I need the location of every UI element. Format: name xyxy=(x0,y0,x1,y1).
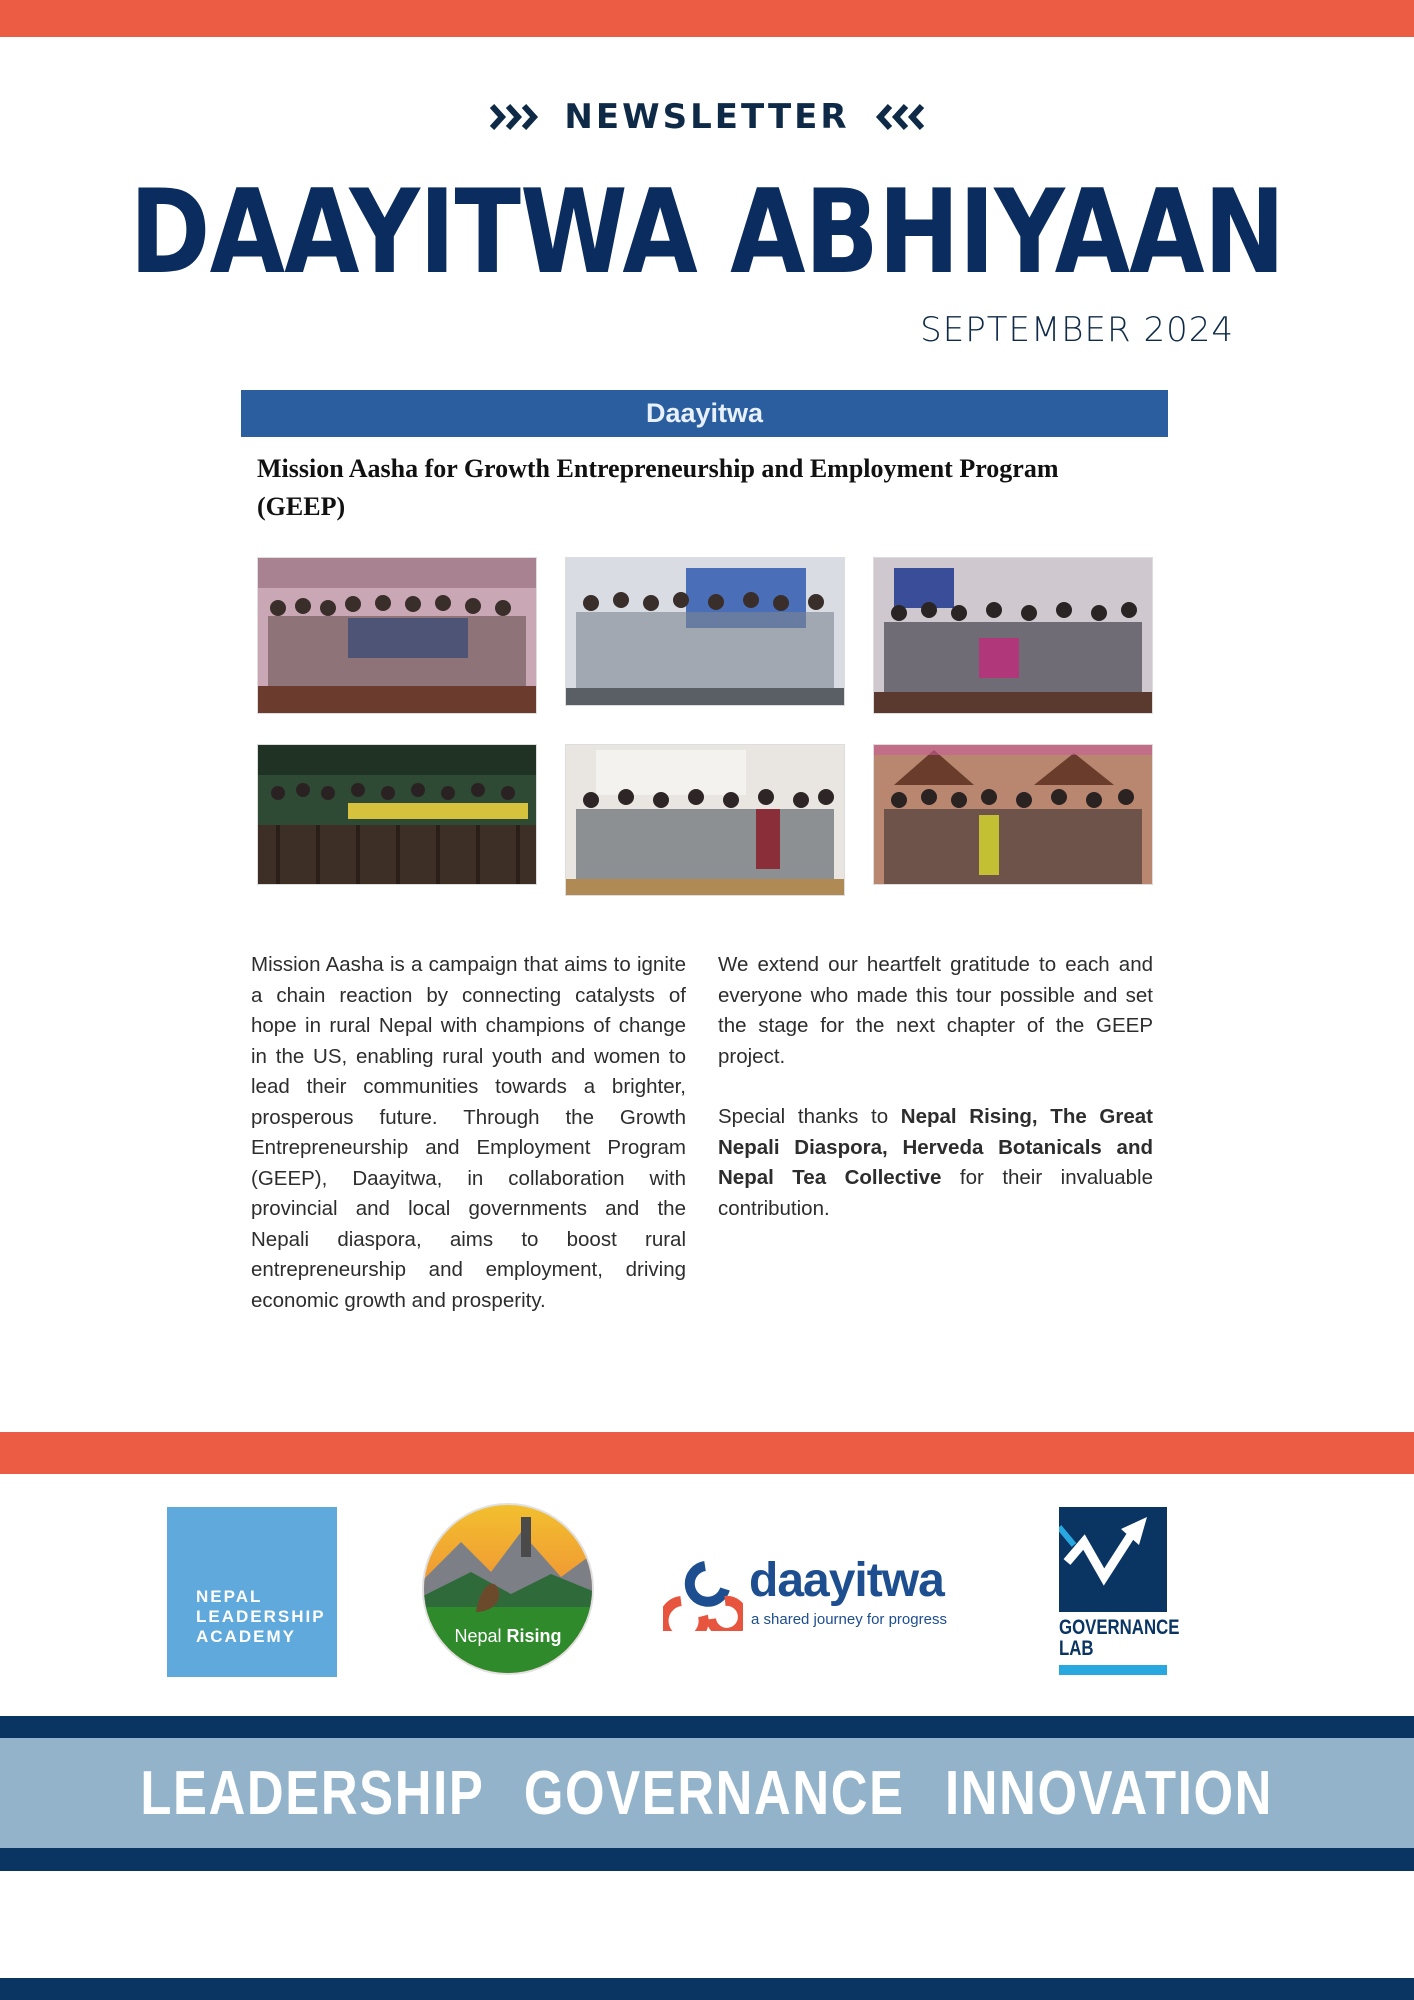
gratitude-paragraph: We extend our heartfelt gratitude to each and everyone who made this tour possible and set the stage for the next chapter of the GEEP project. xyxy=(718,953,1153,1068)
issue-date: SEPTEMBER 2024 xyxy=(920,310,1234,350)
gl-line-2: LAB xyxy=(1059,1637,1094,1660)
mid-accent-bar xyxy=(0,1432,1414,1474)
nla-line-3: ACADEMY xyxy=(196,1627,296,1646)
group-photo-2 xyxy=(565,557,845,706)
gl-line-1: GOVERNANCE xyxy=(1059,1616,1180,1639)
nla-line-1: NEPAL xyxy=(196,1587,263,1606)
bottom-bar xyxy=(0,1978,1414,2000)
footer-tagline: LEADERSHIP GOVERNANCE INNOVATION xyxy=(140,1758,1274,1828)
thanks-paragraph xyxy=(718,1102,1153,1224)
nla-line-2: LEADERSHIP xyxy=(196,1607,326,1626)
daayitwa-logo xyxy=(663,1551,963,1631)
mountain-icon xyxy=(421,1502,595,1676)
chevrons-left-icon xyxy=(872,103,924,131)
newsletter-kicker xyxy=(0,92,1414,142)
daayitwa-wordmark: daayitwa xyxy=(749,1554,944,1607)
group-photo-4 xyxy=(257,744,537,885)
group-photo-5 xyxy=(565,744,845,896)
group-photo-6 xyxy=(873,744,1153,885)
group-photo-1 xyxy=(257,557,537,714)
kicker-text: NEWSLETTER xyxy=(564,97,850,137)
nepal-rising-logo xyxy=(421,1502,595,1676)
mission-paragraph: Mission Aasha is a campaign that aims to ignite a chain reaction by connecting catalysts of hope in rural Nepal with champions of change in the US, enabling rural youth and women to lead their communities towards a brighter, prosperous future. Through the Growth Entrepreneurship and Employment Program (GEEP), Daayitwa, in collaboration with provincial and local governments and the Nepali diaspora, aims to boost rural entrepreneurship and employment, driving economic growth and prosperity. xyxy=(251,953,686,1312)
thanks-names: Nepal Rising, The Great Nepali Diaspora, Herveda Botanicals and Nepal Tea Collective xyxy=(718,1105,1153,1189)
thanks-prefix: Special thanks to xyxy=(718,1105,901,1128)
nr-word-2: Rising xyxy=(506,1626,562,1646)
section-banner: Daayitwa xyxy=(241,390,1168,437)
newsletter-title: DAAYITWA ABHIYAAN xyxy=(129,165,1285,300)
thanks-suffix: for their invaluable contribution. xyxy=(718,1166,1153,1220)
daayitwa-tagline: a shared journey for progress xyxy=(751,1611,947,1628)
group-photo-3 xyxy=(873,557,1153,714)
chevrons-right-icon xyxy=(490,103,542,131)
right-text-column xyxy=(718,950,1153,1254)
governance-lab-logo xyxy=(1059,1507,1180,1677)
nepal-leadership-academy-logo xyxy=(167,1507,337,1677)
top-accent-bar xyxy=(0,0,1414,37)
daayitwa-swirl-icon xyxy=(663,1551,743,1631)
footer-band xyxy=(0,1738,1414,1848)
nr-word-1: Nepal xyxy=(454,1626,502,1646)
left-text-column xyxy=(251,950,686,1346)
article-heading: Mission Aasha for Growth Entrepreneurship and Employment Program (GEEP) xyxy=(257,454,1059,521)
